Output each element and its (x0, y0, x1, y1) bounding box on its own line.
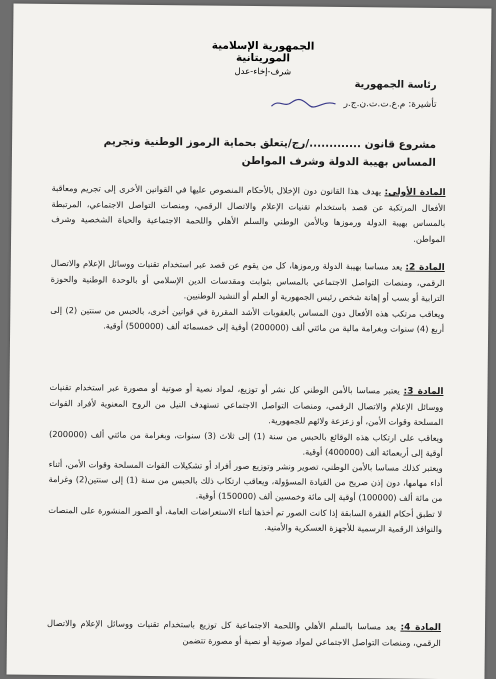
article-4 (47, 616, 441, 652)
law-title: مشروع قانون ............./رج/يتعلق بحماية الرموز الوطنية وتجريم المساس بهيبة الدولة وشرف المواطن (103, 135, 437, 169)
article-4-text: يعد مساسا بالسلم الأهلي واللحمة الاجتماعية كل توزيع باستخدام تقنيات ووسائل الإعلام والاتصال الرقمي، ومنصات التواصل الاجتماعي لمواد صوتية أو نصية أو مصورة تتضمن (46, 617, 441, 649)
signature-icon (270, 96, 340, 111)
article-2 (50, 256, 445, 337)
article-2-text: يعد مساسا بهيبة الدولة ورموزها، كل من يقوم عن قصد عبر استخدام تقنيات ووسائل الإعلام والاتصال الرقمي، ومنصات التواصل الاجتماعي بالمساس بثوابت ومقدسات الدين الإسلامي أو بالوحدة الوطنية والحوزة الترابية أو بسب أو إهانة شخص رئيس الجمهورية أو العلم أو النشيد الوطنيين. (50, 257, 445, 304)
presidency-label: رئاسة الجمهورية (354, 79, 437, 91)
article-2-penalty: ويعاقب مرتكب هذه الأفعال دون المساس بالعقوبات الأشد المقررة في قوانين أخرى، بالحبس من سنتين (2) إلى أربع (4) سنوات وبغرامة مالية من مائتي ألف (200000) أوقية إلى خمسمائة ألف (500000) أوقية. (50, 304, 445, 334)
article-1-text: يهدف هذا القانون دون الإخلال بالأحكام المنصوص عليها في القوانين الأخرى إلى تجريم ومعاقبة الأفعال المرتكبة عن قصد باستخدام تقنيات الإعلام والاتصال الرقمي، ومنصات التواصل الاجتماعي، المرتبطة بالمساس بهيبة الدولة ورموزها وبالأمن الوطني والسلم الأهلي واللحمة الاجتماعية والحياة الشخصية وشرف المواطن. (51, 182, 446, 244)
article-3-photo-clause: ويعتبر كذلك مساسا بالأمن الوطني، تصوير ونشر وتوزيع صور أفراد أو تشكيلات القوات المسلحة وقوات الأمن، أثناء أداء مهامها، دون إذن صريح من القيادة المسؤولة، ويعاقب ارتكاب ذلك بالحبس من سنة (1) إلى سنتين(2) وغرامة من مائة ألف (100000) أوقية إلى مائة وخمسين ألف (150000) أوقية. (48, 458, 443, 504)
article-2-label: المادة 2: (405, 262, 445, 274)
republic-name: الجمهورية الإسلامية الموريتانية (211, 39, 315, 65)
visa-text: تأشيرة: م.ع.ت.ت.ن.ج.ر (343, 98, 437, 110)
article-3-penalty: ويعاقب على ارتكاب هذه الوقائع بالحبس من سنة (1) إلى ثلاث (3) سنوات، وبغرامة من مائتي ألف (200000) أوقية إلى أربعمائة ألف (400000) أوقية. (48, 428, 444, 458)
letterhead (183, 39, 343, 78)
document-page (6, 4, 491, 679)
article-3-text: يعتبر مساسا بالأمن الوطني كل نشر أو توزيع، لمواد نصية أو صوتية أو مصورة عبر استخدام تقنيات ووسائل الإعلام والاتصال الرقمي، ومنصات التواصل الاجتماعي تستهدف النيل من الروح المعنوية لأفراد القوات المسلحة وقوات الأمن، أو زعزعة ولائهم للجمهورية. (49, 381, 444, 428)
article-1-label: المادة الأولى: (384, 187, 446, 199)
article-4-label: المادة 4: (400, 622, 442, 634)
article-3-label: المادة 3: (403, 386, 444, 398)
article-1 (51, 181, 446, 247)
article-3-exception: لا تطبق أحكام الفقرة السابقة إذا كانت الصور تم أخذها أثناء الاستعراضات العامة، أو الصور المنشورة على المنصات والنوافذ الرقمية الرسمية للأجهزة العسكرية والأمنية. (48, 504, 443, 534)
article-3 (48, 380, 444, 537)
national-motto: شرف-إخاء-عدل (234, 66, 292, 78)
visa-line (270, 96, 437, 112)
